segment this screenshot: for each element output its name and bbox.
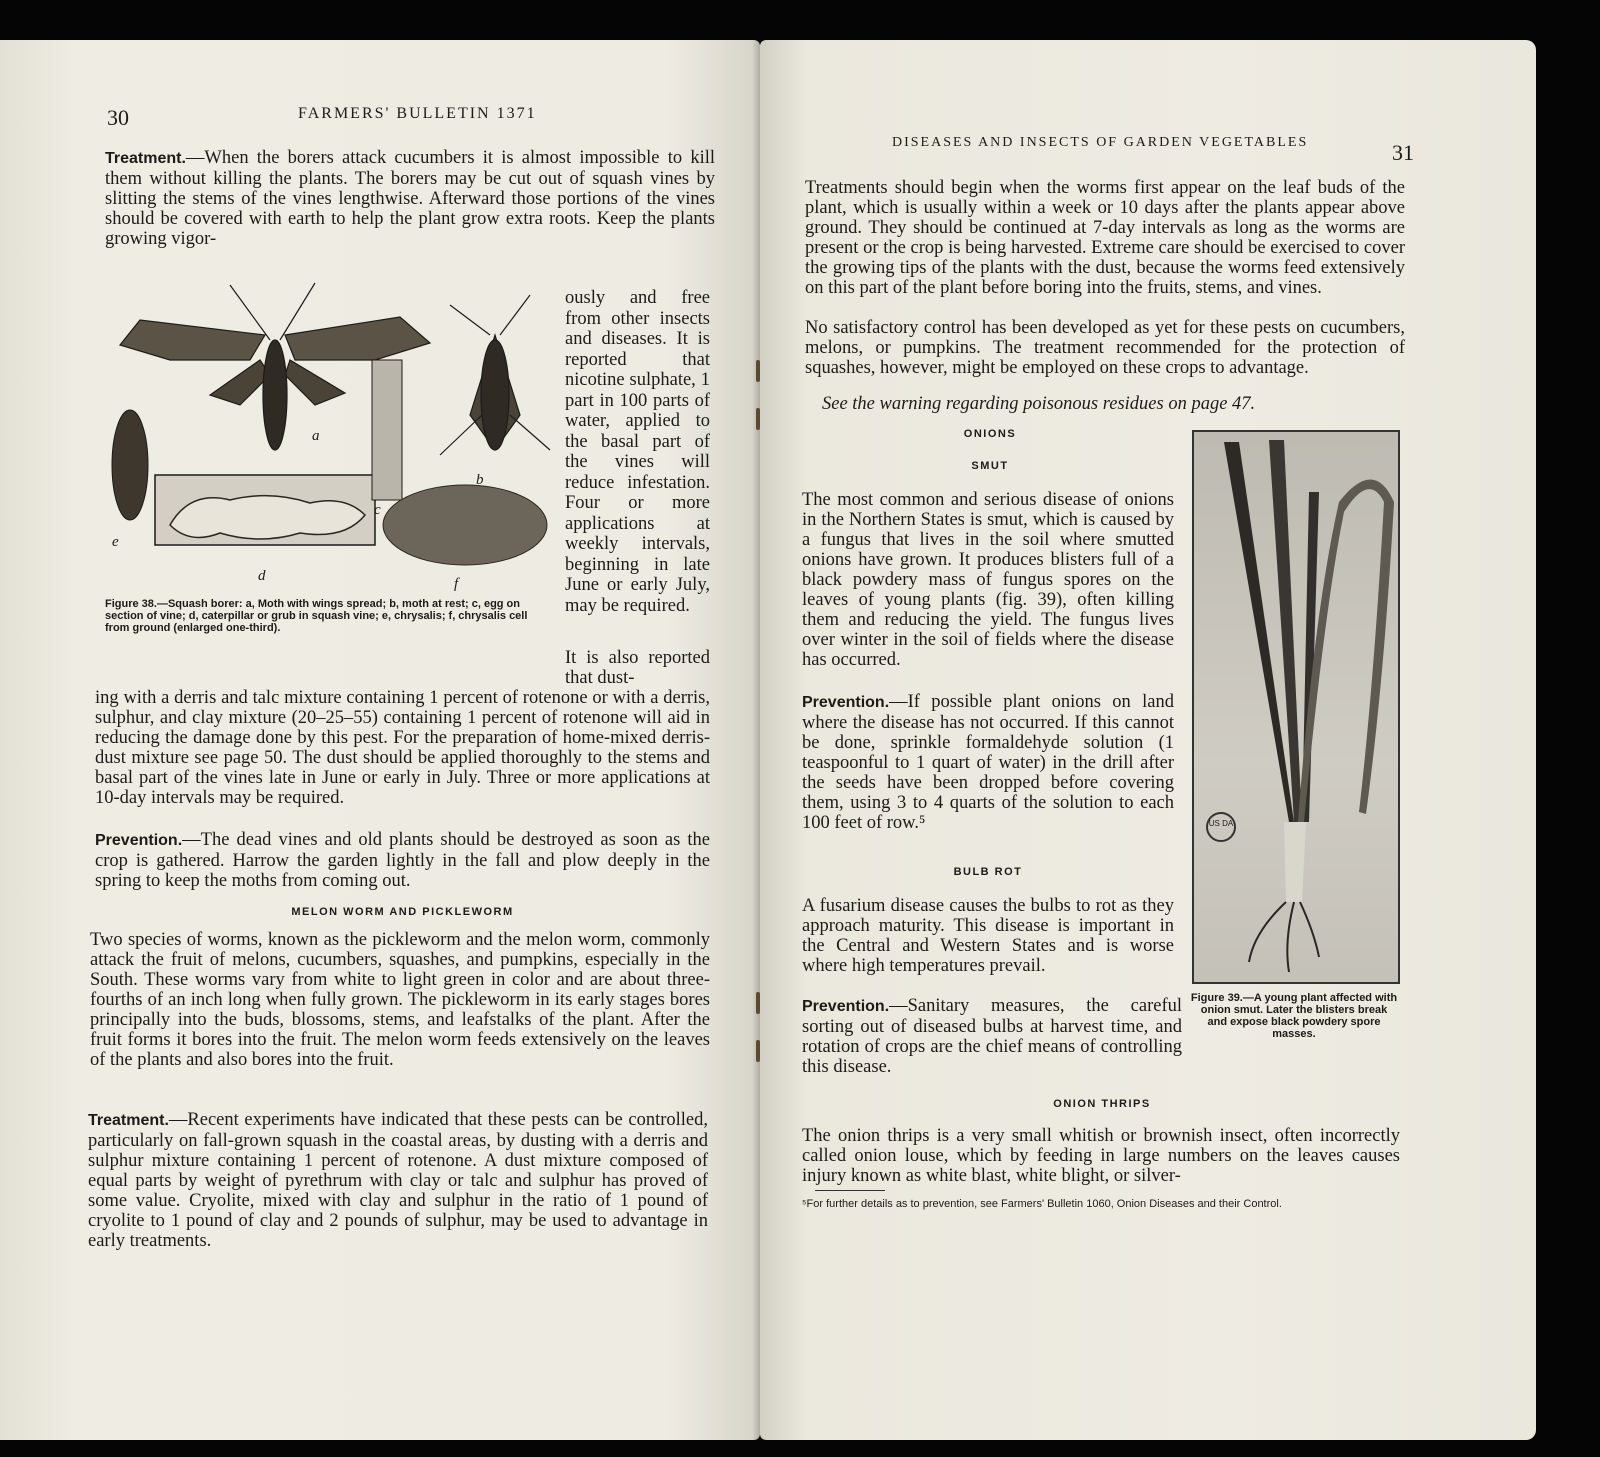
paragraph-treatment-borers: [105, 148, 715, 249]
chrysalis-cell-drawing: [383, 485, 547, 565]
book-spread: [0, 40, 1540, 1440]
figure-label-a: a: [312, 428, 320, 444]
left-page: [0, 40, 760, 1440]
paragraph-onion-thrips: The onion thrips is a very small whitish or brownish insect, often incorrectly called onion louse, which by feeding in large numbers on the leaves causes injury known as white blast, white blight, or silver-: [802, 1126, 1400, 1186]
onion-smut-photo: [1192, 430, 1400, 984]
moth-rest-drawing: [440, 295, 550, 455]
paragraph-also-reported: It is also reported that dust-: [565, 648, 710, 688]
figure-label-b: b: [476, 472, 484, 488]
right-page: [760, 40, 1536, 1440]
figure-39-caption: [1190, 992, 1398, 1040]
onion-plant-drawing: [1194, 432, 1398, 982]
page-number-right: 31: [1392, 140, 1414, 165]
paragraph-treatment-melon: [88, 1110, 708, 1251]
figure-label-c: c: [374, 502, 381, 518]
figure-label-f: f: [454, 576, 459, 592]
lead-treatment-melon: Treatment.: [88, 1112, 169, 1129]
lead-treatment: Treatment.: [105, 150, 186, 167]
caption-text: —Squash borer: a, Moth with wings spread; b, moth at rest; c, egg on section of vine; d, caterpillar or grub in squash vine; e, chrysalis; f, chrysalis cell from ground (enlarged one-third).: [105, 598, 528, 634]
paragraph-vigorously: ously and free from other insects and diseases. It is reported that nicotine sulphate, 1 part in 100 parts of water, applied to the basal part of the vines will reduce infestation. Four or more applications at weekly intervals, beginning in late June or early July, may be required.: [565, 288, 710, 616]
warning-note: See the warning regarding poisonous residues on page 47.: [822, 394, 1256, 414]
paragraph-text: —When the borers attack cucumbers it is almost impossible to kill them without killing the plants. The borers may be cut out of squash vines by slitting the stems of the vines lengthwise. Afterward those portions of the vines should be covered with earth to help the plant grow extra roots. Keep the plants growing vigor-: [105, 148, 715, 249]
chrysalis-drawing: [112, 410, 148, 520]
caption-text: —A young plant affected with onion smut. Later the blisters break and expose black powdery spore masses.: [1200, 992, 1398, 1040]
figure-38-caption: [105, 598, 540, 634]
lead-prevention-smut: Prevention.: [802, 694, 890, 711]
heading-onion-thrips: ONION THRIPS: [1053, 1098, 1151, 1110]
figure-label-d: d: [258, 568, 266, 584]
running-head-left: FARMERS' BULLETIN 1371: [298, 105, 537, 122]
figure-label-e: e: [112, 534, 119, 550]
egg-vine-drawing: [372, 360, 402, 500]
heading-bulb-rot: BULB ROT: [953, 866, 1023, 878]
paragraph-text: —Recent experiments have indicated that these pests can be controlled, particularly on fall-grown squash in the coastal areas, by dusting with a derris and sulphur mixture containing 1 percent of rotenone. A dust mixture composed of equal parts by weight of pyrethrum with clay or talc and sulphur has proved of some value. Cryolite, mixed with clay and sulphur in the ratio of 1 pound of cryolite to 1 pound of clay and 2 pounds of sulphur, may be used to advantage in early treatments.: [88, 1110, 708, 1251]
paragraph-text: —If possible plant onions on land where the disease has not occurred. If this cannot be done, sprinkle formaldehyde solution (1 teaspoonful to 1 quart of water) in the drill after the seeds have been dropped before covering them, using 3 to 4 quarts of the solution to each 100 feet of row.⁵: [802, 692, 1174, 833]
paragraph-two-species: Two species of worms, known as the pickleworm and the melon worm, commonly attack the fruit of melons, cucumbers, squashes, and pumpkins, especially in the South. These worms vary from white to light green in color and are about three-fourths of an inch long when fully grown. The pickleworm in its early stages bores principally into the buds, blossoms, stems, and leafstalks of the plant. After the fruit forms it bores into the fruit. The melon worm feeds extensively on the leaves of the plants and also bores into the fruit.: [90, 930, 710, 1070]
lead-prevention: Prevention.: [95, 832, 183, 849]
paragraph-derris-dusting: ing with a derris and talc mixture containing 1 percent of rotenone or with a derris, sulphur, and clay mixture (20–25–55) containing 1 percent of rotenone will aid in reducing the damage done by this pest. For the preparation of home-mixed derris-dust mixture see page 50. The dust should be applied thoroughly to the stems and basal part of the vines late in June or early in July. Three or more applications at 10-day intervals may be required.: [95, 688, 710, 808]
lead-prevention-bulb: Prevention.: [802, 998, 890, 1015]
paragraph-treatments-begin: Treatments should begin when the worms first appear on the leaf buds of the plant, which is usually within a week or 10 days after the plants appear above ground. They should be continued at 7-day intervals as long as the worms are present or the crop is being harvested. Extreme care should be exercised to cover the growing tips of the plants with the dust, because the worms feed extensively on this part of the plant before boring into the fruits, stems, and vines.: [805, 178, 1405, 298]
squash-borer-illustration: [100, 265, 560, 595]
paragraph-prevention-borers: [95, 830, 710, 891]
paragraph-bulb-rot: A fusarium disease causes the bulbs to rot as they approach maturity. This disease is important in the Central and Western States and is worse where high temperatures prevail.: [802, 896, 1174, 976]
running-head-right: DISEASES AND INSECTS OF GARDEN VEGETABLES: [892, 135, 1309, 150]
paragraph-prevention-bulb: [802, 996, 1182, 1077]
heading-smut: SMUT: [971, 460, 1009, 472]
grub-drawing: [170, 496, 365, 539]
heading-melon-worm: MELON WORM AND PICKLEWORM: [291, 906, 514, 918]
caption-lead: Figure 38.: [105, 598, 157, 610]
page-number-left: 30: [107, 105, 129, 130]
paragraph-text: —The dead vines and old plants should be destroyed as soon as the crop is gathered. Harrow the garden lightly in the fall and plow deeply in the spring to keep the moths from coming out.: [95, 830, 710, 891]
usda-stamp: US DA: [1206, 812, 1236, 842]
footnote: ⁵For further details as to prevention, see Farmers' Bulletin 1060, Onion Diseases and their Control.: [802, 1198, 1282, 1210]
heading-onions: ONIONS: [963, 428, 1017, 440]
paragraph-prevention-smut: [802, 692, 1174, 833]
caption-lead: Figure 39.: [1190, 992, 1243, 1004]
paragraph-smut: The most common and serious disease of onions in the Northern States is smut, which is caused by a fungus that lives in the soil where smutted onions have grown. It produces blisters full of a black powdery mass of fungus spores on the leaves of young plants (fig. 39), often killing them and reducing the yield. The fungus lives over winter in the soil of fields where the disease has occurred.: [802, 490, 1174, 670]
footnote-rule: [815, 1190, 885, 1191]
paragraph-text: —Sanitary measures, the careful sorting out of diseased bulbs at harvest time, and rotation of crops are the chief means of controlling this disease.: [802, 996, 1182, 1077]
paragraph-no-control: No satisfactory control has been developed as yet for these pests on cucumbers, melons, or pumpkins. The treatment recommended for the protection of squashes, however, might be employed on these crops to advantage.: [805, 318, 1405, 378]
